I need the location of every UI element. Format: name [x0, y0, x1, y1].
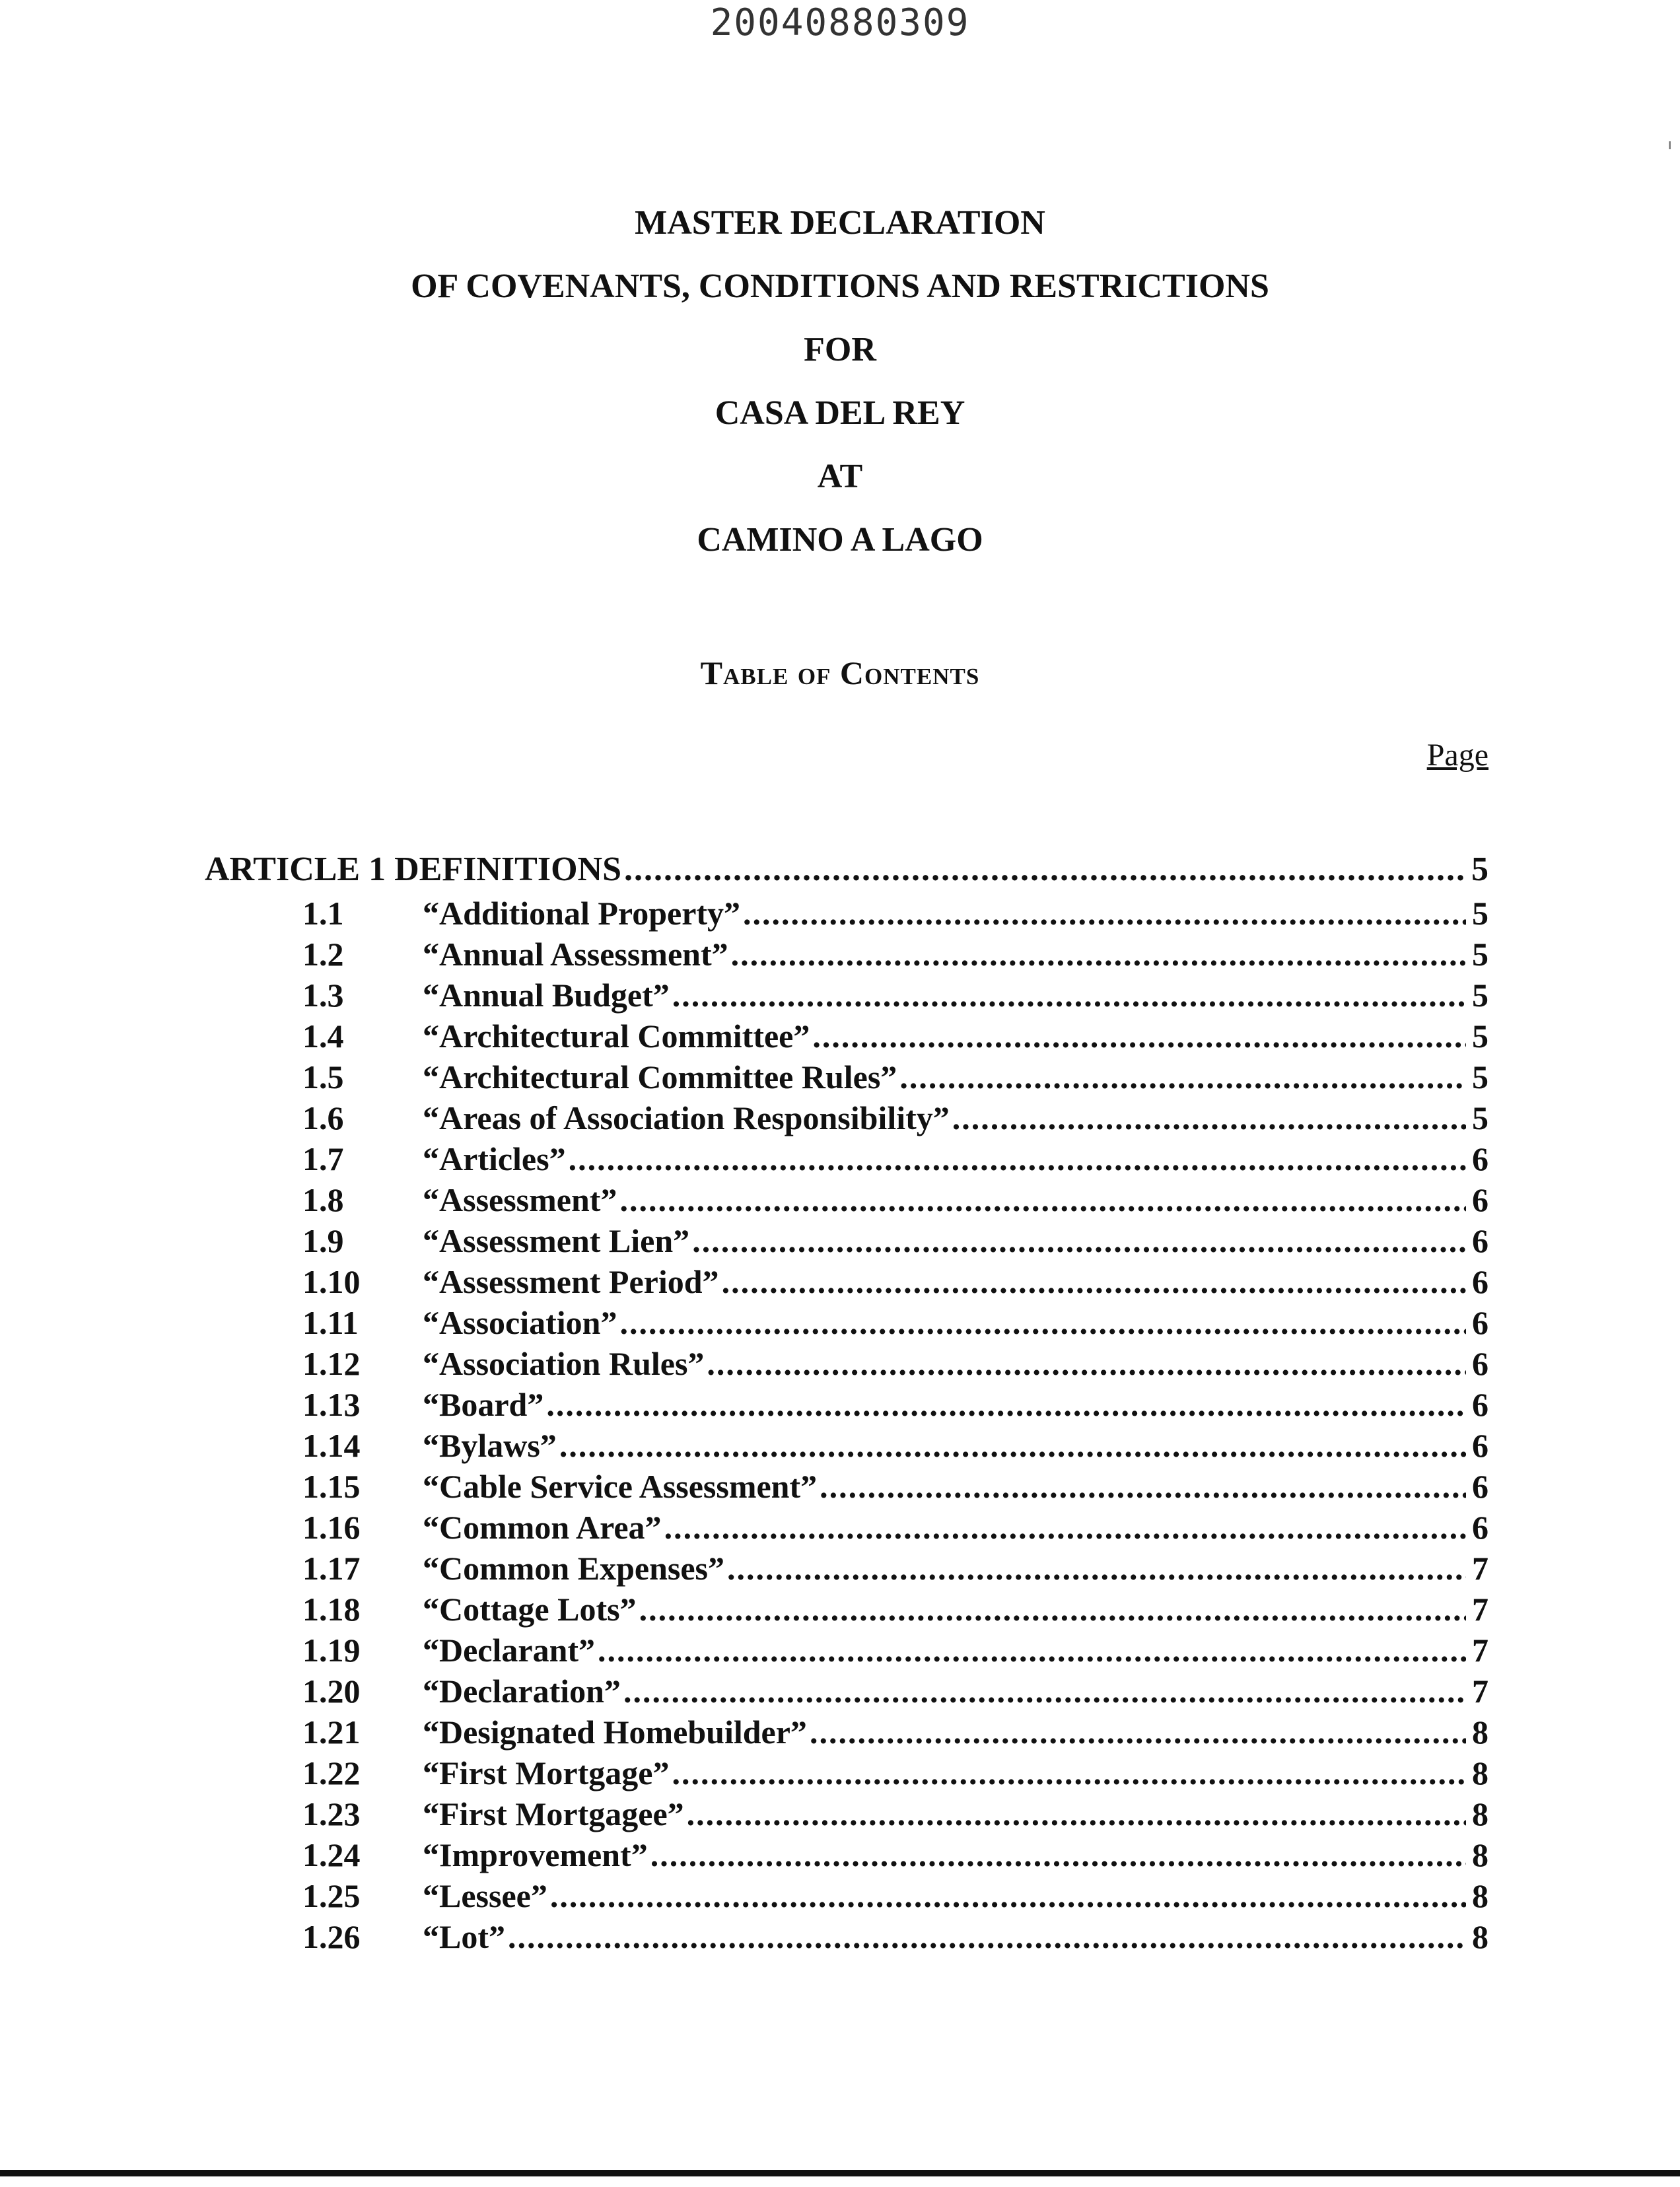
dot-leader	[672, 975, 1466, 1016]
toc-page-number: 5	[1472, 1059, 1488, 1095]
toc-entry-number: 1.1	[302, 895, 344, 932]
toc-entry-title: “Architectural Committee”	[423, 1018, 810, 1055]
toc-entry-list	[302, 893, 1488, 1957]
toc-entry-number: 1.7	[302, 1140, 344, 1177]
toc-entry	[302, 1097, 1488, 1138]
dot-leader	[624, 849, 1466, 890]
toc-entry-number: 1.8	[302, 1181, 344, 1218]
toc-entry-number: 1.18	[302, 1591, 361, 1628]
toc-entry-number: 1.21	[302, 1714, 361, 1751]
document-title	[0, 191, 1680, 572]
title-line: FOR	[804, 331, 876, 368]
toc-page-number: 7	[1472, 1632, 1488, 1669]
toc-entry	[302, 1712, 1488, 1753]
toc-entry	[302, 975, 1488, 1016]
toc-entry-title: “Bylaws”	[423, 1427, 557, 1464]
toc-page-number: 6	[1472, 1304, 1488, 1341]
toc-page-number: 8	[1472, 1714, 1488, 1751]
toc-entry	[302, 1753, 1488, 1793]
toc-entry-title: “Assessment”	[423, 1181, 617, 1218]
toc-heading: Table of Contents	[700, 654, 980, 691]
toc-page-number: 5	[1471, 850, 1488, 888]
toc-page-number: 7	[1472, 1673, 1488, 1710]
toc-article-title: ARTICLE 1 DEFINITIONS	[205, 850, 621, 888]
toc-entry-title: “First Mortgagee”	[423, 1795, 684, 1832]
toc-entry-number: 1.14	[302, 1427, 361, 1464]
dot-leader	[619, 1179, 1466, 1220]
toc-entry	[302, 1261, 1488, 1302]
toc-entry-title: “Declarant”	[423, 1632, 596, 1669]
toc-page-number: 6	[1472, 1222, 1488, 1259]
toc-page-number: 5	[1472, 1099, 1488, 1136]
toc-entry-title: “Assessment Lien”	[423, 1222, 690, 1259]
toc-page-number: 6	[1472, 1181, 1488, 1218]
toc-entry-number: 1.6	[302, 1099, 344, 1136]
title-line: OF COVENANTS, CONDITIONS AND RESTRICTIONS	[411, 267, 1269, 305]
toc-entry-number: 1.13	[302, 1386, 361, 1423]
toc-entry-number: 1.12	[302, 1345, 361, 1382]
toc-entry	[302, 1384, 1488, 1425]
toc-entry-title: “Articles”	[423, 1140, 566, 1177]
toc-page-number: 6	[1472, 1140, 1488, 1177]
toc-entry	[302, 1671, 1488, 1712]
toc-entry-title: “Lessee”	[423, 1877, 547, 1914]
toc-entry-number: 1.23	[302, 1795, 361, 1832]
dot-leader	[731, 934, 1466, 975]
toc-page-number: 5	[1472, 977, 1488, 1014]
toc-page-number: 7	[1472, 1591, 1488, 1628]
toc-page-number: 5	[1472, 1018, 1488, 1055]
title-line: CASA DEL REY	[715, 394, 965, 432]
toc-page-number: 8	[1472, 1754, 1488, 1791]
toc-entry	[302, 1875, 1488, 1916]
toc-entry-number: 1.22	[302, 1754, 361, 1791]
dot-leader	[672, 1753, 1466, 1793]
toc-page-number: 6	[1472, 1509, 1488, 1546]
document-number: 20040880309	[710, 1, 970, 44]
toc-page-number: 6	[1472, 1386, 1488, 1423]
toc-entry-title: “Common Area”	[423, 1509, 662, 1546]
toc-entry	[302, 1220, 1488, 1261]
toc-page-number: 6	[1472, 1427, 1488, 1464]
toc-entry-number: 1.17	[302, 1550, 361, 1587]
toc-entry	[302, 1016, 1488, 1057]
dot-leader	[687, 1793, 1466, 1834]
toc-entry-number: 1.19	[302, 1632, 361, 1669]
dot-leader	[619, 1302, 1466, 1343]
toc-entry-title: “Common Expenses”	[423, 1550, 724, 1587]
toc-entry-title: “Board”	[423, 1386, 544, 1423]
title-line: AT	[817, 458, 863, 495]
toc-entry-title: “Cottage Lots”	[423, 1591, 637, 1628]
toc-entry-number: 1.3	[302, 977, 344, 1014]
toc-entry	[302, 1916, 1488, 1957]
toc-page-number: 8	[1472, 1877, 1488, 1914]
dot-leader	[707, 1343, 1466, 1384]
toc-entry-number: 1.24	[302, 1836, 361, 1873]
toc-entry	[302, 1302, 1488, 1343]
toc-entry	[302, 1793, 1488, 1834]
toc-entry-number: 1.16	[302, 1509, 361, 1546]
dot-leader	[664, 1507, 1466, 1548]
toc-entry-title: “Lot”	[423, 1918, 505, 1955]
dot-leader	[722, 1261, 1466, 1302]
toc-entry	[302, 1834, 1488, 1875]
toc-page-number: 7	[1472, 1550, 1488, 1587]
dot-leader	[820, 1466, 1466, 1507]
dot-leader	[692, 1220, 1466, 1261]
toc-entry-title: “Annual Assessment”	[423, 936, 728, 973]
dot-leader	[546, 1384, 1466, 1425]
toc-page-number: 8	[1472, 1836, 1488, 1873]
toc-entry-title: “Additional Property”	[423, 895, 741, 932]
toc-entry-title: “Association Rules”	[423, 1345, 705, 1382]
toc-entry-number: 1.11	[302, 1304, 359, 1341]
toc-entry-title: “Designated Homebuilder”	[423, 1714, 807, 1751]
dot-leader	[650, 1834, 1466, 1875]
toc-entry	[302, 1548, 1488, 1589]
dot-leader	[952, 1097, 1466, 1138]
toc-entry-number: 1.20	[302, 1673, 361, 1710]
dot-leader	[812, 1016, 1466, 1057]
dot-leader	[810, 1712, 1466, 1753]
toc-entry	[302, 1179, 1488, 1220]
toc-article-row	[205, 849, 1488, 890]
dot-leader	[598, 1630, 1466, 1671]
toc-page-number: 8	[1472, 1795, 1488, 1832]
toc-entry	[302, 1589, 1488, 1630]
toc-page-number: 5	[1472, 895, 1488, 932]
toc-entry-title: “Declaration”	[423, 1673, 621, 1710]
dot-leader	[508, 1916, 1466, 1957]
toc-entry-number: 1.15	[302, 1468, 361, 1505]
dot-leader	[743, 893, 1466, 934]
toc-entry	[302, 1138, 1488, 1179]
toc-entry-title: “Cable Service Assessment”	[423, 1468, 818, 1505]
toc-entry	[302, 1057, 1488, 1097]
toc-entry-number: 1.25	[302, 1877, 361, 1914]
bottom-rule	[0, 2170, 1680, 2176]
title-line: MASTER DECLARATION	[635, 204, 1045, 242]
toc-entry-number: 1.4	[302, 1018, 344, 1055]
dot-leader	[639, 1589, 1466, 1630]
toc-page-number: 6	[1472, 1468, 1488, 1505]
dot-leader	[550, 1875, 1466, 1916]
toc-entry	[302, 1343, 1488, 1384]
dot-leader	[569, 1138, 1466, 1179]
toc-entry-number: 1.5	[302, 1059, 344, 1095]
dot-leader	[727, 1548, 1466, 1589]
toc-entry-number: 1.10	[302, 1263, 361, 1300]
toc-entry-title: “Association”	[423, 1304, 617, 1341]
toc-entry-title: “Improvement”	[423, 1836, 648, 1873]
toc-entry	[302, 1466, 1488, 1507]
toc-entry-number: 1.9	[302, 1222, 344, 1259]
scan-mark	[1669, 141, 1671, 149]
toc-entry-number: 1.26	[302, 1918, 361, 1955]
dot-leader	[623, 1671, 1466, 1712]
toc-page-number: 8	[1472, 1918, 1488, 1955]
toc-entry-title: “First Mortgage”	[423, 1754, 670, 1791]
toc-page-number: 6	[1472, 1263, 1488, 1300]
toc-page-number: 5	[1472, 936, 1488, 973]
toc-entry-title: “Assessment Period”	[423, 1263, 719, 1300]
dot-leader	[899, 1057, 1466, 1097]
toc-entry	[302, 1630, 1488, 1671]
toc-entry-title: “Architectural Committee Rules”	[423, 1059, 897, 1095]
toc-entry	[302, 1425, 1488, 1466]
toc-entry-title: “Annual Budget”	[423, 977, 670, 1014]
toc-entry-number: 1.2	[302, 936, 344, 973]
toc-entry	[302, 934, 1488, 975]
title-line: CAMINO A LAGO	[697, 521, 983, 559]
toc-entry	[302, 893, 1488, 934]
dot-leader	[559, 1425, 1466, 1466]
page-column-label: Page	[1426, 738, 1488, 773]
toc-entry	[302, 1507, 1488, 1548]
toc-page-number: 6	[1472, 1345, 1488, 1382]
toc-entry-title: “Areas of Association Responsibility”	[423, 1099, 950, 1136]
